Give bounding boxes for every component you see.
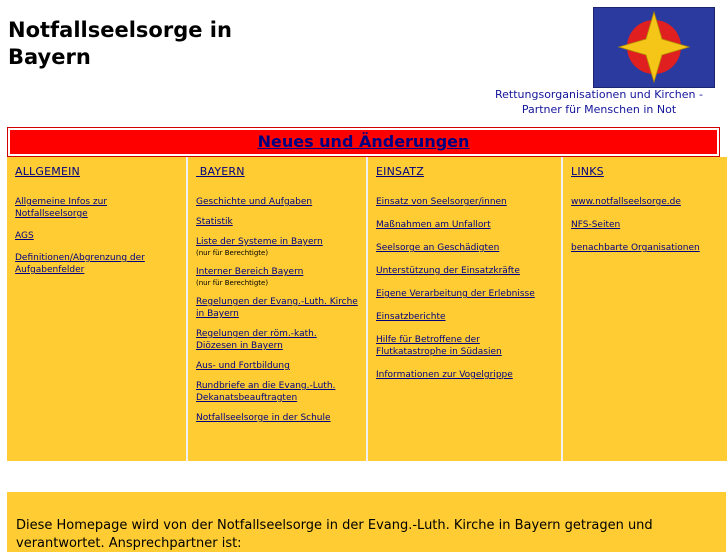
- link-schule[interactable]: Notfallseelsorge in der Schule: [196, 413, 331, 423]
- link-einsatz-seelsorger[interactable]: Einsatz von Seelsorger/innen: [376, 197, 507, 207]
- links-allgemein: [15, 196, 182, 286]
- link-flutkatastrophe[interactable]: Hilfe für Betroffene der Flutkatastrophe in Südasien: [376, 335, 502, 357]
- news-banner-inner: [10, 130, 717, 154]
- page-title: Notfallseelsorge in Bayern: [8, 18, 232, 69]
- link-geschichte[interactable]: Geschichte und Aufgaben: [196, 197, 313, 207]
- links-bayern: [196, 196, 362, 432]
- tagline: Rettungsorganisationen und Kirchen - Partner für Menschen in Not: [495, 88, 703, 116]
- link-regelungen-kath[interactable]: Regelungen der röm.-kath. Diözesen in Bayern: [196, 329, 317, 351]
- links-einsatz: [376, 196, 557, 392]
- link-unterstuetzung[interactable]: Unterstützung der Einsatzkräfte: [376, 266, 520, 276]
- link-allgemeine-infos[interactable]: Allgemeine Infos zur Notfallseelsorge: [15, 197, 108, 219]
- link-seelsorge-geschaedigte[interactable]: Seelsorge an Geschädigten: [376, 243, 500, 253]
- restricted-note: (nur für Berechtigte): [196, 279, 269, 287]
- column-heading-bayern[interactable]: BAYERN: [196, 165, 245, 178]
- link-interner-bereich[interactable]: Interner Bereich Bayern: [196, 267, 304, 277]
- link-verarbeitung[interactable]: Eigene Verarbeitung der Erlebnisse: [376, 289, 535, 299]
- column-heading-links[interactable]: LINKS: [571, 165, 604, 178]
- logo: [593, 7, 715, 88]
- link-statistik[interactable]: Statistik: [196, 217, 233, 227]
- column-einsatz: [368, 157, 561, 461]
- link-einsatzberichte[interactable]: Einsatzberichte: [376, 312, 446, 322]
- column-heading-allgemein[interactable]: ALLGEMEIN: [15, 165, 80, 178]
- link-nfs-seiten[interactable]: NFS-Seiten: [571, 220, 621, 230]
- column-bayern: [188, 157, 366, 461]
- link-aus-fortbildung[interactable]: Aus- und Fortbildung: [196, 361, 290, 371]
- navigation-grid: [7, 157, 727, 461]
- link-vogelgrippe[interactable]: Informationen zur Vogelgrippe: [376, 370, 513, 380]
- column-heading-einsatz[interactable]: EINSATZ: [376, 165, 424, 178]
- star-cross-logo-icon: [594, 8, 714, 87]
- link-regelungen-evang[interactable]: Regelungen der Evang.-Luth. Kirche in Bayern: [196, 297, 358, 319]
- link-notfallseelsorge-de[interactable]: www.notfallseelsorge.de: [571, 197, 681, 207]
- link-definitionen[interactable]: Definitionen/Abgrenzung der Aufgabenfelder: [15, 253, 145, 275]
- column-allgemein: [7, 157, 186, 461]
- column-links: [563, 157, 727, 461]
- news-link[interactable]: Neues und Änderungen: [257, 132, 470, 151]
- link-massnahmen[interactable]: Maßnahmen am Unfallort: [376, 220, 491, 230]
- restricted-note: (nur für Berechtigte): [196, 249, 269, 257]
- news-banner: [7, 127, 720, 157]
- link-benachbarte-organisationen[interactable]: benachbarte Organisationen: [571, 243, 700, 253]
- links-links: [571, 196, 723, 265]
- link-rundbriefe[interactable]: Rundbriefe an die Evang.-Luth. Dekanatsbeauftragten: [196, 381, 336, 403]
- footer-text: Diese Homepage wird von der Notfallseelsorge in der Evang.-Luth. Kirche in Bayern getragen und verantwortet. Ansprechpartner ist:: [16, 518, 653, 551]
- link-ags[interactable]: AGS: [15, 231, 34, 241]
- link-liste-systeme[interactable]: Liste der Systeme in Bayern: [196, 237, 323, 247]
- footer-box: [7, 492, 726, 552]
